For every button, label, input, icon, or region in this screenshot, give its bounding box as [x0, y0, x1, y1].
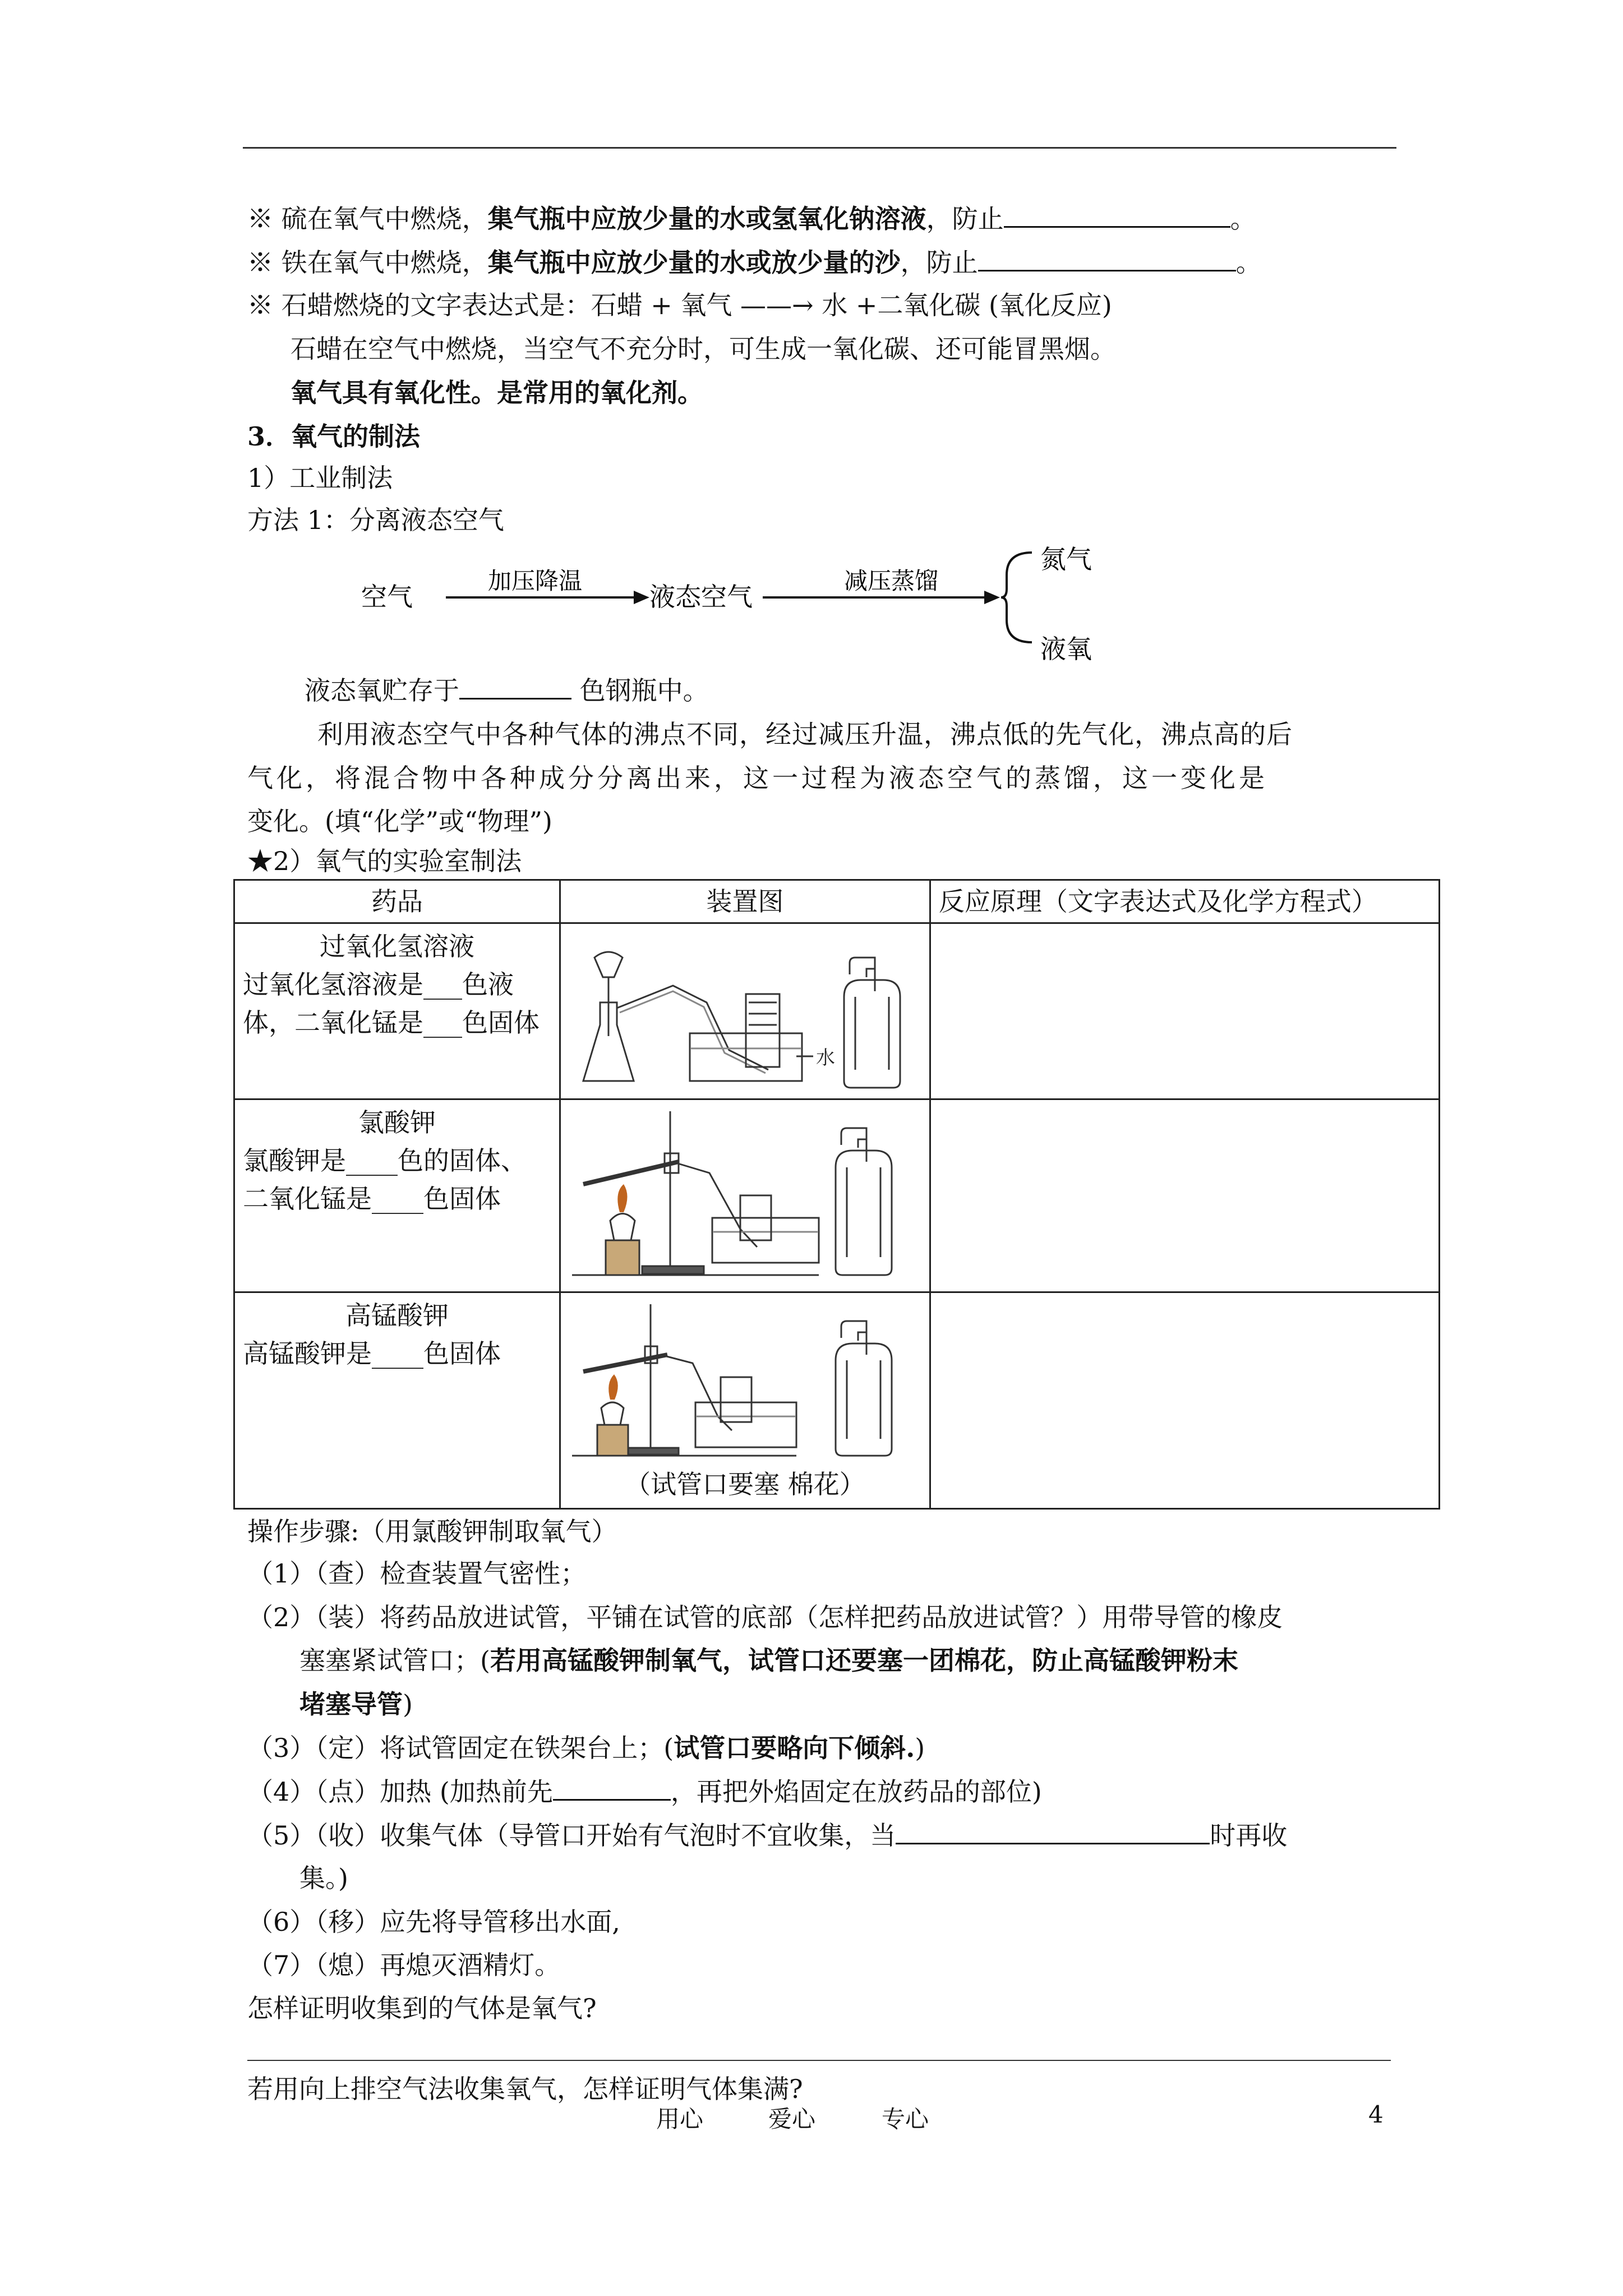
apparatus-cell	[560, 1292, 930, 1509]
reagent-name: 氯酸钾	[358, 1107, 436, 1138]
distill-line-3: 变化。(填“化学”或“物理”)	[247, 806, 552, 836]
principle-cell[interactable]	[930, 1292, 1439, 1509]
reagent-cell	[234, 1099, 560, 1292]
flow-arrow-compress: 加压降温	[488, 567, 583, 595]
lab-method-title: ★2）氧气的实验室制法	[247, 846, 522, 876]
flow-node-air: 空气	[361, 582, 413, 612]
flow-node-liquid-air: 液态空气	[649, 582, 753, 612]
principle-cell[interactable]	[930, 1099, 1439, 1292]
steps-title: 操作步骤:（用氯酸钾制取氧气）	[247, 1516, 617, 1547]
step-3: （3）（定）将试管固定在铁架台上；(试管口要略向下倾斜.)	[247, 1733, 925, 1763]
reagent-name: 过氧化氢溶液	[319, 931, 474, 961]
apparatus-cell	[560, 923, 930, 1099]
flow-out-nitrogen: 氮气	[1040, 544, 1092, 574]
reagent-desc: 过氧化氢溶液是___色液体，二氧化锰是___色固体	[243, 969, 540, 1038]
step-2: （2）（装）将药品放进试管，平铺在试管的底部（怎样把药品放进试管？）用带导管的橡皮	[247, 1602, 1283, 1632]
note-sulfur: ※ 硫在氧气中燃烧，集气瓶中应放少量的水或氢氧化钠溶液，防止 。	[247, 200, 1256, 237]
header-reagent: 药品	[234, 880, 560, 923]
step-6: （6）（移）应先将导管移出水面,	[247, 1907, 620, 1937]
paraffin-note: 石蜡在空气中燃烧，当空气不充分时，可生成一氧化碳、还可能冒黑烟。	[291, 334, 1116, 364]
reagent-name: 高锰酸钾	[345, 1300, 449, 1331]
section-title: 3．氧气的制法	[247, 421, 421, 452]
method-title: 方法 1：分离液态空气	[247, 505, 504, 535]
reagent-desc: 高锰酸钾是____色固体	[243, 1338, 501, 1369]
distill-line-2: 气化，将混合物中各种成分分离出来，这一过程为液态空气的蒸馏，这一变化是	[247, 763, 1268, 793]
question-verify-full: 若用向上排空气法收集氧气，怎样证明气体集满?	[247, 2074, 803, 2104]
footer-left: 用心	[656, 2105, 704, 2133]
reagent-cell	[234, 923, 560, 1099]
paraffin-equation: ※ 石蜡燃烧的文字表达式是：石蜡 + 氧气 ——→ 水 +二氧化碳 (氧化反应)	[247, 290, 1112, 320]
step-4: （4）（点）加热 (加热前先 ，再把外焰固定在放药品的部位)	[247, 1773, 1042, 1810]
answer-line[interactable]	[247, 2060, 1391, 2061]
footer-right: 专心	[882, 2105, 929, 2133]
apparatus-caption: （试管口要塞 棉花）	[625, 1469, 865, 1499]
separation-flow-diagram	[336, 536, 1133, 676]
answer-blank[interactable]	[553, 1773, 671, 1801]
kmno4-apparatus-diagram	[561, 1293, 920, 1461]
flow-out-liquid-oxygen: 液氧	[1040, 634, 1092, 664]
footer-middle: 爱心	[768, 2105, 816, 2133]
distill-line-1: 利用液态空气中各种气体的沸点不同，经过减压升温，沸点低的先气化，沸点高的后	[317, 719, 1293, 749]
question-verify-oxygen: 怎样证明收集到的气体是氧气?	[247, 1993, 597, 2023]
step-1: （1）（查）检查装置气密性；	[247, 1558, 587, 1589]
step-5: （5）（收）收集气体（导管口开始有气泡时不宜收集，当 时再收	[247, 1817, 1287, 1853]
header-apparatus: 装置图	[560, 880, 930, 923]
note-iron: ※ 铁在氧气中燃烧，集气瓶中应放少量的水或放少量的沙，防止 。	[247, 244, 1262, 280]
step-2-cont: 塞塞紧试管口；(若用高锰酸钾制氧气，试管口还要塞一团棉花，防止高锰酸钾粉末	[299, 1645, 1238, 1676]
answer-blank[interactable]	[978, 244, 1236, 272]
oxidizer-note: 氧气具有氧化性。是常用的氧化剂。	[291, 378, 703, 408]
principle-cell[interactable]	[930, 923, 1439, 1099]
flow-arrow-distill: 减压蒸馏	[844, 567, 939, 595]
answer-blank[interactable]	[459, 672, 571, 700]
page-number: 4	[1368, 2101, 1384, 2128]
reagent-desc: 氯酸钾是____色的固体、二氧化锰是____色固体	[243, 1145, 527, 1214]
step-7: （7）（熄）再熄灭酒精灯。	[247, 1950, 561, 1980]
answer-blank[interactable]	[1004, 200, 1230, 228]
step-5-cont: 集。)	[299, 1863, 348, 1893]
water-label: 水	[815, 1047, 835, 1069]
kclo3-apparatus-diagram	[561, 1100, 920, 1285]
reagent-cell	[234, 1292, 560, 1509]
step-2-end: 堵塞导管)	[299, 1689, 413, 1719]
h2o2-apparatus-diagram	[561, 924, 920, 1092]
storage-line: 液态氧贮存于 色钢瓶中。	[305, 672, 709, 708]
apparatus-cell	[560, 1099, 930, 1292]
header-principle: 反应原理（文字表达式及化学方程式）	[930, 880, 1439, 923]
answer-blank[interactable]	[896, 1817, 1210, 1844]
header-rule	[243, 147, 1396, 149]
industrial-title: 1）工业制法	[247, 463, 393, 493]
lab-preparation-table	[233, 879, 1440, 1510]
